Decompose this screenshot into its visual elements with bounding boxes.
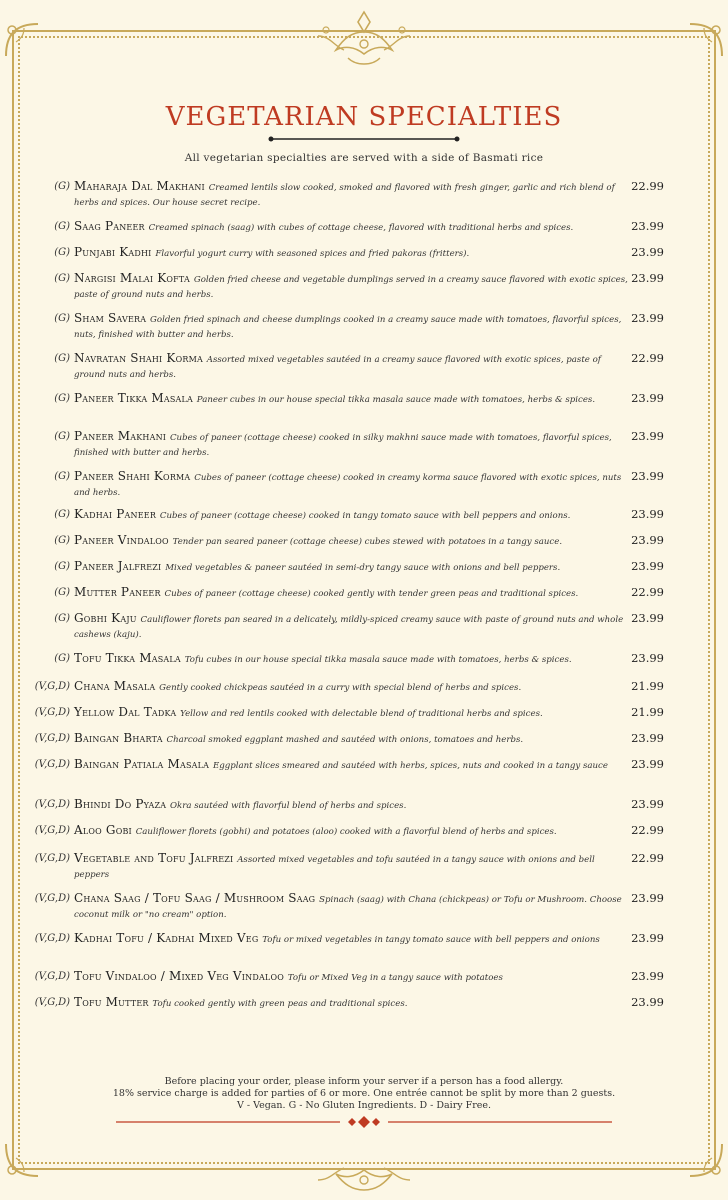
dish-description: Creamed lentils slow cooked, smoked and flavored with fresh ginger, garlic and rich blend of herbs and spices. Our house secret recipe. bbox=[74, 183, 615, 208]
dish-price: 23.99 bbox=[631, 559, 664, 573]
dish-description: Gently cooked chickpeas sautéed in a curry with special blend of herbs and spices. bbox=[159, 683, 522, 693]
dish-price: 23.99 bbox=[631, 969, 664, 983]
dish-name: Kadhai Paneer bbox=[74, 507, 157, 521]
dish-price: 23.99 bbox=[631, 995, 664, 1009]
dish-price: 23.99 bbox=[631, 611, 664, 625]
dish-name: Kadhai Tofu / Kadhai Mixed Veg bbox=[74, 931, 259, 945]
dish-description: Paneer cubes in our house special tikka masala sauce made with tomatoes, herbs & spices. bbox=[196, 395, 596, 405]
dish-name: Paneer Vindaloo bbox=[74, 533, 169, 547]
dish-price: 23.99 bbox=[631, 245, 664, 259]
diet-tag: (G) bbox=[54, 393, 70, 404]
dish-name: Paneer Tikka Masala bbox=[74, 391, 193, 405]
dish-name: Aloo Gobi bbox=[74, 823, 132, 837]
dish-description: Cubes of paneer (cottage cheese) cooked in tangy tomato sauce with bell peppers and onions. bbox=[159, 511, 571, 521]
dish-name: Yellow Dal Tadka bbox=[74, 705, 177, 719]
dish-description: Spinach (saag) with Chana (chickpeas) or Tofu or Mushroom. Choose coconut milk or "no cream" option. bbox=[74, 895, 622, 920]
dish-name: Chana Masala bbox=[74, 679, 156, 693]
page-subtitle: All vegetarian specialties are served with a side of Basmati rice bbox=[184, 152, 544, 164]
dish-description: Mixed vegetables & paneer sautéed in semi-dry tangy sauce with onions and bell peppers. bbox=[165, 563, 561, 573]
dish-description: Tofu or mixed vegetables in tangy tomato sauce with bell peppers and onions bbox=[262, 935, 600, 945]
dish-description: Assorted mixed vegetables and tofu sautéed in a tangy sauce with onions and bell peppers bbox=[74, 855, 595, 880]
diet-tag: (G) bbox=[54, 587, 70, 598]
diet-tag: (G) bbox=[54, 181, 70, 192]
diet-legend: V - Vegan. G - No Gluten Ingredients. D - Dairy Free. bbox=[236, 1100, 492, 1111]
dish-name: Baingan Bharta bbox=[74, 731, 163, 745]
diet-tag: (V,G,D) bbox=[34, 799, 70, 810]
diet-tag: (G) bbox=[54, 273, 70, 284]
dish-description: Okra sautéed with flavorful blend of herbs and spices. bbox=[170, 801, 407, 811]
dish-description: Cubes of paneer (cottage cheese) cooked in creamy korma sauce flavored with exotic spices, nuts and herbs. bbox=[74, 473, 622, 498]
dish-name: Paneer Shahi Korma bbox=[74, 469, 191, 483]
dish-price: 22.99 bbox=[631, 851, 664, 865]
dish-name: Tofu Mutter bbox=[74, 995, 149, 1009]
dish-name: Baingan Patiala Masala bbox=[74, 757, 210, 771]
dish-price: 23.99 bbox=[631, 533, 664, 547]
corner-ornament-icon bbox=[2, 20, 42, 60]
dish-price: 23.99 bbox=[631, 931, 664, 945]
dish-name: Bhindi Do Pyaza bbox=[74, 797, 167, 811]
dish-price: 22.99 bbox=[631, 179, 664, 193]
dish-price: 23.99 bbox=[631, 507, 664, 521]
dish-name: Tofu Tikka Masala bbox=[74, 651, 181, 665]
dish-price: 22.99 bbox=[631, 351, 664, 365]
dish-price: 23.99 bbox=[631, 429, 664, 443]
dish-price: 23.99 bbox=[631, 891, 664, 905]
footer-divider bbox=[116, 1115, 612, 1129]
page-title: VEGETARIAN SPECIALTIES bbox=[165, 102, 563, 132]
diet-tag: (V,G,D) bbox=[34, 933, 70, 944]
dish-price: 23.99 bbox=[631, 311, 664, 325]
dish-description: Yellow and red lentils cooked with delectable blend of traditional herbs and spices. bbox=[180, 709, 543, 719]
dish-description: Tofu cooked gently with green peas and traditional spices. bbox=[152, 999, 408, 1009]
dish-description: Cubes of paneer (cottage cheese) cooked in silky makhni sauce made with tomatoes, flavorful spices, finished with butter and herbs. bbox=[74, 433, 612, 458]
dish-price: 23.99 bbox=[631, 651, 664, 665]
dish-price: 21.99 bbox=[631, 679, 664, 693]
dish-description: Tofu or Mixed Veg in a tangy sauce with potatoes bbox=[287, 973, 503, 983]
dish-description: Tofu cubes in our house special tikka masala sauce made with tomatoes, herbs & spices. bbox=[184, 655, 572, 665]
dish-price: 23.99 bbox=[631, 271, 664, 285]
dish-description: Flavorful yogurt curry with seasoned spices and fried pakoras (fritters). bbox=[155, 249, 470, 259]
dish-name: Maharaja Dal Makhani bbox=[74, 179, 205, 193]
diet-tag: (V,G,D) bbox=[34, 971, 70, 982]
dish-description: Assorted mixed vegetables sautéed in a creamy sauce flavored with exotic spices, paste of ground nuts and herbs. bbox=[74, 355, 601, 380]
service-charge-note: 18% service charge is added for parties of 6 or more. One entrée cannot be split by more than 2 guests. bbox=[112, 1088, 616, 1099]
diet-tag: (G) bbox=[54, 561, 70, 572]
footer-notes bbox=[0, 1076, 728, 1112]
top-ornament-icon bbox=[314, 6, 414, 72]
dish-description: Cauliflower florets (gobhi) and potatoes (aloo) cooked with a flavorful blend of herbs and spices. bbox=[135, 827, 557, 837]
dish-name: Punjabi Kadhi bbox=[74, 245, 152, 259]
diet-tag: (V,G,D) bbox=[34, 825, 70, 836]
dish-description: Charcoal smoked eggplant mashed and sautéed with onions, tomatoes and herbs. bbox=[166, 735, 524, 745]
bottom-ornament-icon bbox=[314, 1156, 414, 1196]
dish-name: Chana Saag / Tofu Saag / Mushroom Saag bbox=[74, 891, 316, 905]
dish-description: Golden fried spinach and cheese dumplings cooked in a creamy sauce made with tomatoes, flavorful spices, nuts, finished with butter and herbs. bbox=[74, 315, 622, 340]
dish-name: Paneer Makhani bbox=[74, 429, 167, 443]
diet-tag: (V,G,D) bbox=[34, 707, 70, 718]
dish-description: Golden fried cheese and vegetable dumplings served in a creamy sauce flavored with exotic spices, paste of ground nuts and herbs. bbox=[74, 275, 628, 300]
dish-name: Nargisi Malai Kofta bbox=[74, 271, 190, 285]
diet-tag: (V,G,D) bbox=[34, 733, 70, 744]
dish-description: Cauliflower florets pan seared in a delicately, mildly-spiced creamy sauce with paste of ground nuts and whole cashews (kaju). bbox=[74, 615, 624, 640]
dish-price: 21.99 bbox=[631, 705, 664, 719]
diet-tag: (V,G,D) bbox=[34, 759, 70, 770]
diet-tag: (G) bbox=[54, 221, 70, 232]
dish-name: Mutter Paneer bbox=[74, 585, 161, 599]
corner-ornament-icon bbox=[2, 1140, 42, 1180]
diet-tag: (V,G,D) bbox=[34, 853, 70, 864]
dish-description: Eggplant slices smeared and sautéed with herbs, spices, nuts and cooked in a tangy sauce bbox=[212, 761, 608, 771]
diet-tag: (G) bbox=[54, 247, 70, 258]
dish-description: Tender pan seared paneer (cottage cheese) cubes stewed with potatoes in a tangy sauce. bbox=[172, 537, 563, 547]
diet-tag: (V,G,D) bbox=[34, 893, 70, 904]
corner-ornament-icon bbox=[686, 20, 726, 60]
diet-tag: (V,G,D) bbox=[34, 681, 70, 692]
diet-tag: (G) bbox=[54, 535, 70, 546]
dish-name: Paneer Jalfrezi bbox=[74, 559, 162, 573]
dish-description: Creamed spinach (saag) with cubes of cottage cheese, flavored with traditional herbs and spices. bbox=[148, 223, 574, 233]
dish-name: Saag Paneer bbox=[74, 219, 145, 233]
diet-tag: (G) bbox=[54, 431, 70, 442]
title-divider bbox=[268, 136, 460, 142]
dish-name: Gobhi Kaju bbox=[74, 611, 137, 625]
diet-tag: (V,G,D) bbox=[34, 997, 70, 1008]
diet-tag: (G) bbox=[54, 471, 70, 482]
dish-name: Tofu Vindaloo / Mixed Veg Vindaloo bbox=[74, 969, 284, 983]
diet-tag: (G) bbox=[54, 613, 70, 624]
dish-price: 23.99 bbox=[631, 219, 664, 233]
diet-tag: (G) bbox=[54, 509, 70, 520]
dish-price: 22.99 bbox=[631, 585, 664, 599]
dish-price: 23.99 bbox=[631, 731, 664, 745]
diet-tag: (G) bbox=[54, 353, 70, 364]
allergy-note: Before placing your order, please inform your server if a person has a food allergy. bbox=[164, 1076, 564, 1087]
dish-name: Vegetable and Tofu Jalfrezi bbox=[74, 851, 234, 865]
dish-price: 23.99 bbox=[631, 391, 664, 405]
diet-tag: (G) bbox=[54, 313, 70, 324]
dish-name: Sham Savera bbox=[74, 311, 147, 325]
diet-tag: (G) bbox=[54, 653, 70, 664]
dish-price: 22.99 bbox=[631, 823, 664, 837]
dish-description: Cubes of paneer (cottage cheese) cooked gently with tender green peas and traditional spices. bbox=[164, 589, 579, 599]
dish-name: Navratan Shahi Korma bbox=[74, 351, 203, 365]
dish-price: 23.99 bbox=[631, 469, 664, 483]
corner-ornament-icon bbox=[686, 1140, 726, 1180]
dish-price: 23.99 bbox=[631, 757, 664, 771]
dish-price: 23.99 bbox=[631, 797, 664, 811]
